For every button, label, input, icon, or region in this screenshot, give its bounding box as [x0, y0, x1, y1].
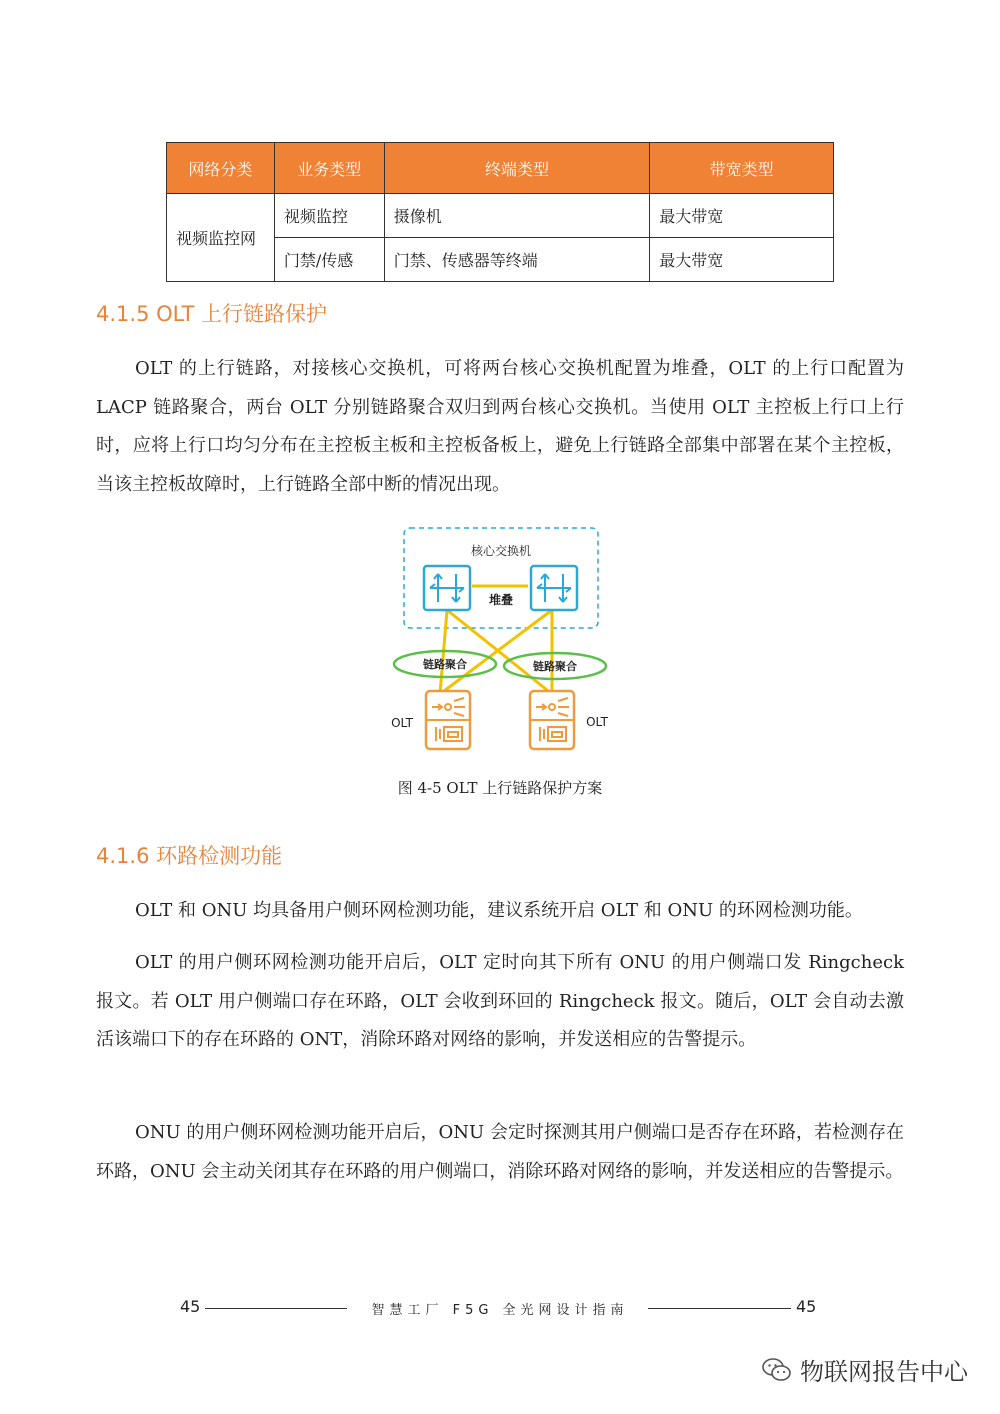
table-cell-group: 视频监控网: [167, 194, 275, 282]
figure-caption: 图 4-5 OLT 上行链路保护方案: [397, 779, 603, 797]
watermark-text: 物联网报告中心: [800, 1358, 968, 1386]
table-cell: 门禁/传感: [274, 238, 384, 282]
section-paragraph: OLT 的用户侧环网检测功能开启后，OLT 定时向其下所有 ONU 的用户侧端口发 Ringcheck 报文。若 OLT 用户侧端口存在环路，OLT 会收到环回的 Ringcheck 报文。随后，OLT 会自动去激活该端口下的存在环路的 ONT，消除环路对网络的影响，并发送相应的告警提示。: [96, 952, 904, 1050]
table-cell: 摄像机: [384, 194, 650, 238]
table-header-row: [167, 143, 834, 194]
olt-icon: [426, 691, 470, 749]
core-switch-label: 核心交换机: [470, 544, 532, 558]
section-paragraph: ONU 的用户侧环网检测功能开启后，ONU 会定时探测其用户侧端口是否存在环路，若检测存在环路，ONU 会主动关闭其存在环路的用户侧端口，消除环路对网络的影响，并发送相应的告警提示。: [96, 1122, 904, 1182]
olt-protection-diagram: [380, 526, 620, 756]
section-heading-4-1-5: 4.1.5 OLT 上行链路保护: [96, 302, 327, 326]
table-cell: 视频监控: [274, 194, 384, 238]
spec-table: [166, 142, 834, 282]
table-cell: 最大带宽: [650, 194, 834, 238]
olt-icon: [530, 691, 574, 749]
olt-label-right: OLT: [586, 715, 608, 729]
footer-rule-right: [648, 1308, 791, 1309]
watermark: [762, 1352, 968, 1387]
lag-label-right: 链路聚合: [533, 660, 577, 673]
section-heading-4-1-6: 4.1.6 环路检测功能: [96, 844, 283, 868]
table-header: 终端类型: [384, 143, 650, 194]
section-paragraph: OLT 和 ONU 均具备用户侧环网检测功能，建议系统开启 OLT 和 ONU 的环网检测功能。: [135, 900, 863, 921]
switch-icon: [531, 566, 577, 610]
switch-icon: [424, 566, 470, 610]
stack-label: 堆叠: [488, 593, 514, 607]
olt-label-left: OLT: [391, 716, 413, 730]
footer-title: 智慧工厂 F5G 全光网设计指南: [371, 1303, 629, 1318]
lag-label-left: 链路聚合: [423, 658, 467, 671]
section-paragraph: OLT 的上行链路，对接核心交换机，可将两台核心交换机配置为堆叠，OLT 的上行口配置为 LACP 链路聚合，两台 OLT 分别链路聚合双归到两台核心交换机。当使用 OLT 主控板上行口上行时，应将上行口均匀分布在主控板主板和主控板备板上，避免上行链路全部集中部署在某个主控板，当该主控板故障时，上行链路全部中断的情况出现。: [96, 358, 904, 495]
table-header: 网络分类: [167, 143, 275, 194]
page-number-right: 45: [796, 1297, 817, 1316]
wechat-icon: [762, 1357, 792, 1383]
table-cell: 最大带宽: [650, 238, 834, 282]
page-number-left: 45: [180, 1297, 201, 1316]
table-cell: 门禁、传感器等终端: [384, 238, 650, 282]
table-header: 业务类型: [274, 143, 384, 194]
table-header: 带宽类型: [650, 143, 834, 194]
table-row: [167, 194, 834, 238]
